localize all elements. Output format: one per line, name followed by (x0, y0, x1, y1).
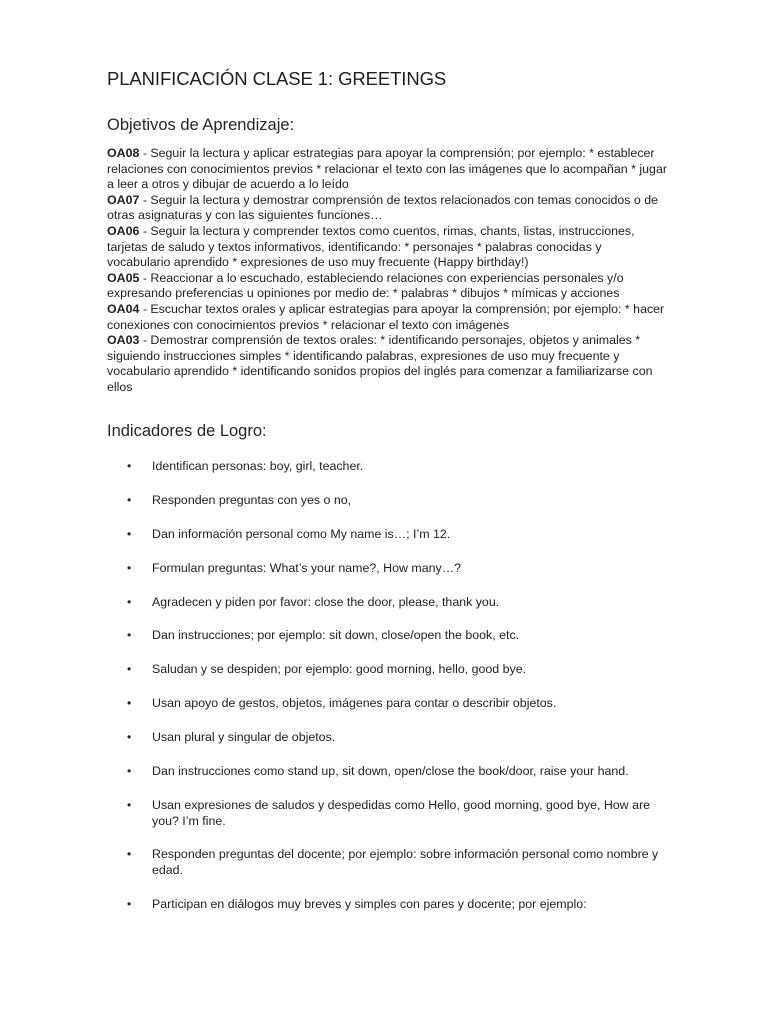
objective-code: OA04 (107, 301, 140, 316)
indicator-item (107, 798, 667, 829)
objective-text: - Demostrar comprensión de textos orales: * identificando personajes, objetos y animales * siguiendo instrucciones simples * identificando palabras, expresiones de uso muy frecuente y vocabulario aprendido * identificando sonidos propios del inglés para comenzar a familiarizarse con ellos (107, 333, 653, 394)
indicator-text: Agradecen y piden por favor: close the door, please, thank you. (152, 594, 500, 609)
objective-item (107, 224, 667, 271)
document-title: PLANIFICACIÓN CLASE 1: GREETINGS (107, 68, 447, 89)
indicator-item (107, 730, 667, 746)
objective-item (107, 193, 667, 224)
objective-text: - Escuchar textos orales y aplicar estrategias para apoyar la comprensión; por ejemplo: * hacer conexiones con conocimientos previos * relacionar el texto con imágenes (107, 301, 665, 332)
indicator-text: Dan instrucciones; por ejemplo: sit down, close/open the book, etc. (152, 628, 520, 643)
indicator-text: Usan apoyo de gestos, objetos, imágenes para contar o describir objetos. (152, 696, 557, 711)
bullet-icon: • (127, 560, 132, 575)
bullet-icon: • (127, 628, 132, 643)
indicator-item (107, 493, 667, 509)
objective-text: - Seguir la lectura y comprender textos como cuentos, rimas, chants, listas, instrucciones, tarjetas de saludo y textos informativos, identificando: * personajes * palabras conocidas y vocabulario aprendido * expresiones de uso muy frecuente (Happy birthday!) (107, 223, 635, 270)
indicator-item (107, 459, 667, 475)
indicator-text: Participan en diálogos muy breves y simples con pares y docente; por ejemplo: (152, 896, 587, 911)
objective-code: OA03 (107, 333, 140, 348)
objective-item (107, 271, 667, 302)
indicator-item (107, 897, 667, 913)
objective-text: - Reaccionar a lo escuchado, estableciendo relaciones con experiencias personales y/o expresando preferencias u opiniones por medio de: * palabras * dibujos * mímicas y acciones (107, 270, 624, 301)
bullet-icon: • (127, 662, 132, 677)
indicator-text: Usan plural y singular de objetos. (152, 730, 336, 745)
objectives-heading: Objetivos de Aprendizaje: (107, 116, 295, 134)
bullet-icon: • (127, 797, 132, 812)
indicator-item (107, 696, 667, 712)
indicator-text: Saludan y se despiden; por ejemplo: good morning, hello, good bye. (152, 662, 527, 677)
indicators-list (107, 459, 667, 931)
bullet-icon: • (127, 764, 132, 779)
bullet-icon: • (127, 847, 132, 862)
objective-item (107, 302, 667, 333)
objective-item (107, 146, 667, 193)
indicator-text: Dan instrucciones como stand up, sit down, open/close the book/door, raise your hand. (152, 764, 629, 779)
objective-text: - Seguir la lectura y aplicar estrategias para apoyar la comprensión; por ejemplo: * establecer relaciones con conocimientos previos * relacionar el texto con las imágenes que lo acompañan * jugar a leer a otros y dibujar de acuerdo a lo leído (107, 146, 667, 192)
indicator-item (107, 527, 667, 543)
indicator-text: Dan información personal como My name is…; I’m 12. (152, 526, 451, 541)
indicator-text: Responden preguntas del docente; por ejemplo: sobre información personal como nombre y edad. (152, 847, 659, 877)
bullet-icon: • (127, 594, 132, 609)
objective-code: OA06 (107, 223, 140, 238)
bullet-icon: • (127, 896, 132, 911)
objective-code: OA05 (107, 270, 140, 285)
objective-code: OA07 (107, 192, 140, 207)
indicator-item (107, 595, 667, 611)
indicators-heading: Indicadores de Logro: (107, 422, 267, 440)
indicator-item (107, 847, 667, 878)
bullet-icon: • (127, 526, 132, 541)
indicator-item (107, 561, 667, 577)
bullet-icon: • (127, 696, 132, 711)
objective-item (107, 333, 667, 395)
bullet-icon: • (127, 459, 132, 473)
indicator-item (107, 764, 667, 780)
indicator-text: Responden preguntas con yes o no, (152, 492, 352, 507)
objectives-list (107, 146, 667, 396)
indicator-text: Formulan preguntas: What’s your name?, How many…? (152, 560, 461, 575)
indicator-item (107, 662, 667, 678)
objective-text: - Seguir la lectura y demostrar comprensión de textos relacionados con temas conocidos o de otras asignaturas y con las siguientes funciones… (107, 192, 658, 223)
indicator-text: Identifican personas: boy, girl, teacher. (152, 459, 364, 473)
bullet-icon: • (127, 492, 132, 507)
indicator-item (107, 628, 667, 644)
indicator-text: Usan expresiones de saludos y despedidas como Hello, good morning, good bye, How are you? I’m fine. (152, 797, 650, 828)
objective-code: OA08 (107, 146, 140, 160)
bullet-icon: • (127, 730, 132, 745)
